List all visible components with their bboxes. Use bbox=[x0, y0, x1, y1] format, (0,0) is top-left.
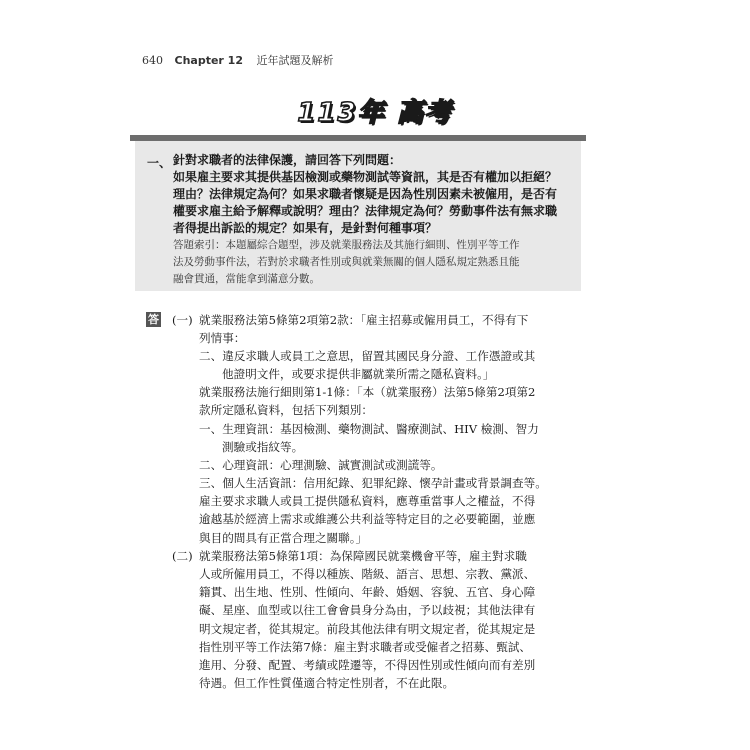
chapter-title: 近年試題及解析 bbox=[256, 54, 334, 67]
answer-line: 人或所僱用員工，不得以種族、階級、語言、思想、宗教、黨派、 bbox=[199, 567, 536, 581]
answer-line: 二、違反求職人或員工之意思，留置其國民身分證、工作憑證或其 bbox=[199, 349, 536, 363]
answer-line: 一、生理資訊：基因檢測、藥物測試、醫療測試、HIV 檢測、智力 bbox=[199, 422, 539, 436]
chapter-label: Chapter 12 bbox=[174, 54, 243, 67]
question-line: 者得提出訴訟的規定？如果有，是針對何種事項？ bbox=[173, 221, 438, 235]
answer-hint bbox=[173, 237, 573, 288]
question-number: 一、 bbox=[147, 156, 172, 170]
running-head bbox=[142, 52, 333, 68]
exam-title: 113年 高考 bbox=[297, 98, 453, 128]
question-line: 理由？法律規定為何？如果求職者懷疑是因為性別因素未被僱用，是否有 bbox=[173, 187, 558, 201]
answer-line: 款所定隱私資料，包括下列類別： bbox=[199, 403, 373, 417]
page-number: 640 bbox=[142, 54, 163, 67]
answer-line: 明文規定者，從其規定。前段其他法律有明文規定者，從其規定是 bbox=[199, 622, 536, 636]
answer-badge: 答 bbox=[148, 313, 159, 326]
hint-line: 答題索引：本題屬綜合題型，涉及就業服務法及其施行細則、性別平等工作 bbox=[173, 239, 520, 251]
question-line: 如果雇主要求其提供基因檢測或藥物測試等資訊，其是否有權加以拒絕？ bbox=[173, 170, 558, 184]
answer-line: 礙、星座、血型或以往工會會員身分為由，予以歧視；其他法律有 bbox=[199, 603, 536, 617]
answer-line: 逾越基於經濟上需求或維護公共利益等特定目的之必要範圍，並應 bbox=[199, 512, 536, 526]
hint-line: 融會貫通，當能拿到滿意分數。 bbox=[173, 273, 320, 285]
answer-line: 他證明文件，或要求提供非屬就業所需之隱私資料。」 bbox=[222, 367, 495, 381]
answer-line: 籍貫、出生地、性別、性傾向、年齡、婚姻、容貌、五官、身心障 bbox=[199, 585, 536, 599]
hint-line: 法及勞動事件法，若對於求職者性別或與就業無關的個人隱私規定熟悉且能 bbox=[173, 256, 520, 268]
answer-line: 就業服務法第5條第2項第2款：「雇主招募或僱用員工，不得有下 bbox=[199, 313, 529, 327]
answer-line: 就業服務法施行細則第1-1條：「本（就業服務）法第5條第2項第2 bbox=[199, 385, 536, 399]
answer-line: 進用、分發、配置、考績或陞遷等，不得因性別或性傾向而有差別 bbox=[199, 658, 536, 672]
answer-line: 待遇。但工作性質僅適合特定性別者，不在此限。 bbox=[199, 676, 455, 690]
answer-line: 二、心理資訊：心理測驗、誠實測試或測謊等。 bbox=[199, 458, 443, 472]
question-line: 針對求職者的法律保護，請回答下列問題： bbox=[173, 153, 402, 167]
answer-line: 與目的間具有正當合理之關聯。」 bbox=[199, 531, 368, 545]
section-marker: (二) bbox=[172, 549, 193, 563]
question-line: 權要求雇主給予解釋或說明？理由？法律規定為何？勞動事件法有無求職 bbox=[173, 204, 558, 218]
section-marker: (一) bbox=[172, 313, 193, 327]
answer-line: 三、個人生活資訊：信用紀錄、犯罪紀錄、懷孕計畫或背景調查等。 bbox=[199, 476, 547, 490]
answer-line: 雇主要求求職人或員工提供隱私資料，應尊重當事人之權益，不得 bbox=[199, 494, 536, 508]
answer-line: 列情事： bbox=[199, 331, 246, 345]
answer-line: 指性別平等工作法第7條：雇主對求職者或受僱者之招募、甄試、 bbox=[199, 640, 532, 654]
answer-line: 就業服務法第5條第1項：為保障國民就業機會平等，雇主對求職 bbox=[199, 549, 527, 563]
question-text bbox=[173, 152, 573, 237]
answer-line: 測驗或指紋等。 bbox=[222, 440, 304, 454]
